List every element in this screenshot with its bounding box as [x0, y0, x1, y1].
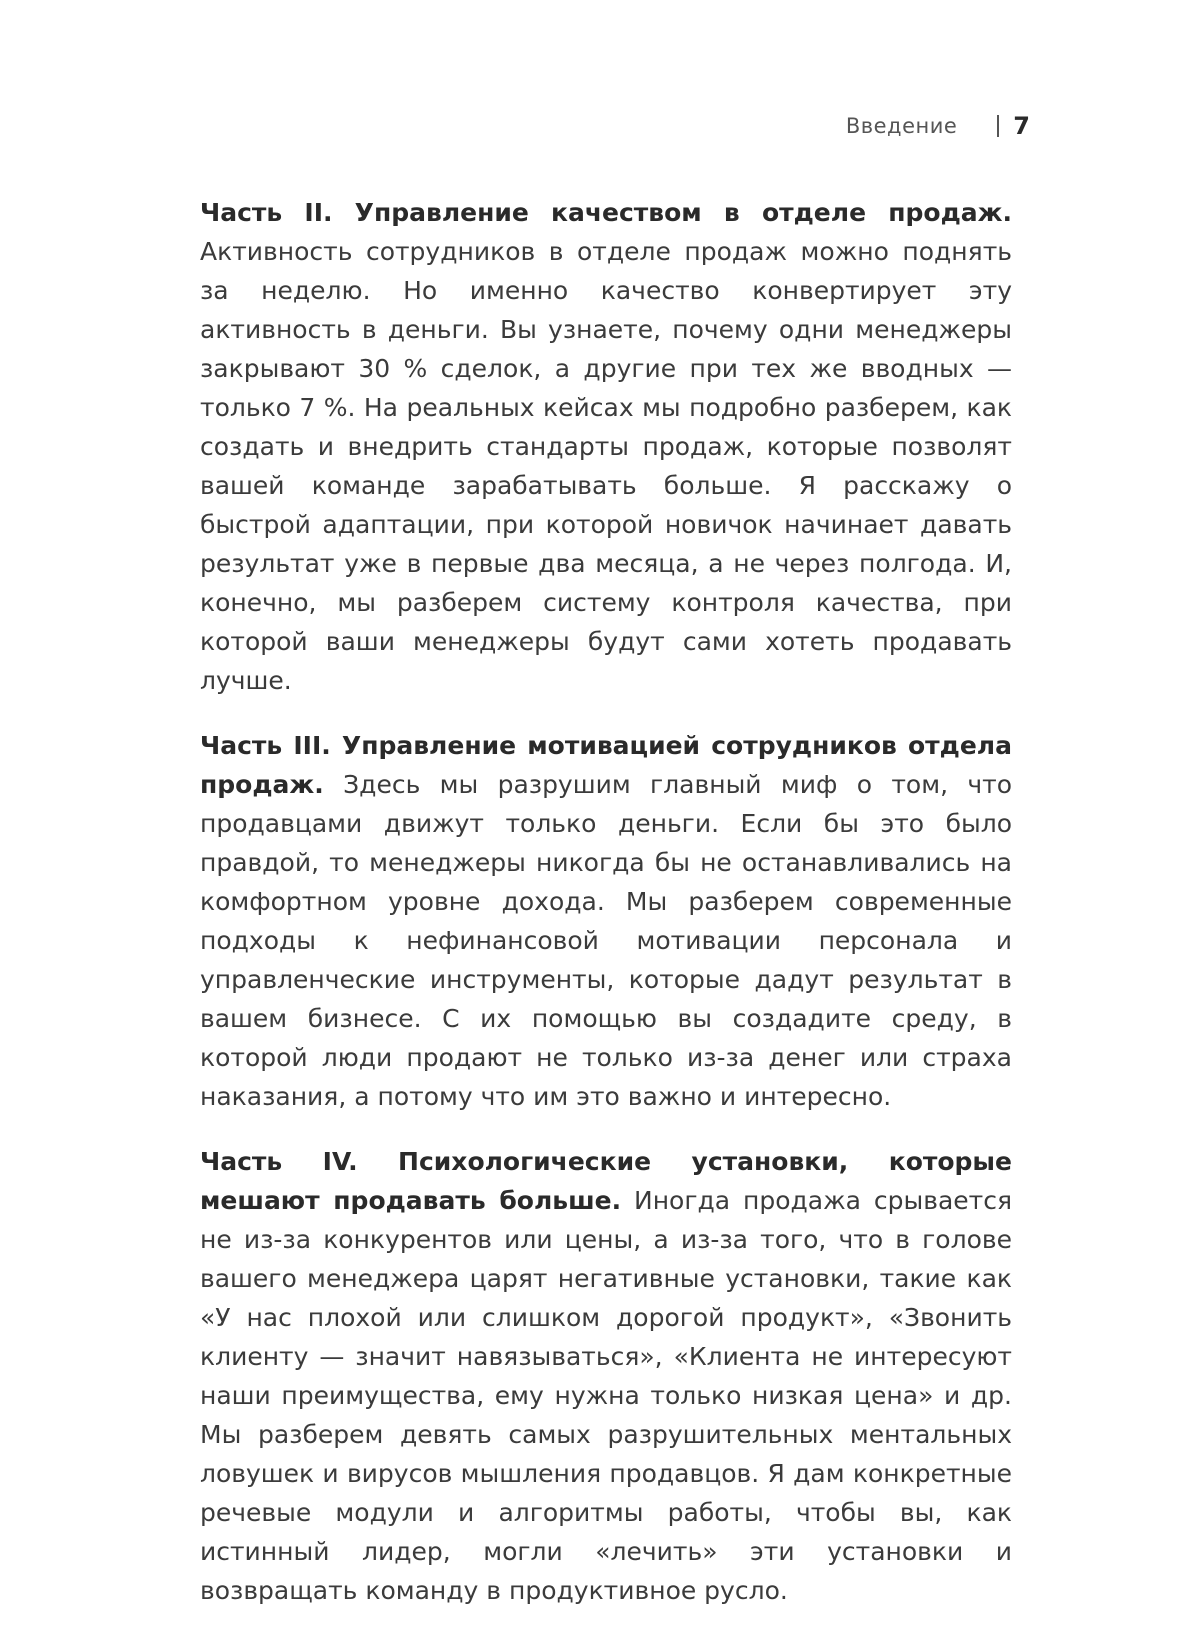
paragraph-heading: Часть III. Управление мотивацией сотрудников отдела продаж.: [200, 731, 1012, 799]
paragraph-body: Иногда продажа срывается не из-за конкурентов или цены, а из-за того, что в голове вашего менеджера царят негативные установки, такие как «У нас плохой или слишком дорогой продукт», «Звонить клиенту — значит навязываться», «Клиента не интересуют наши преимущества, ему нужна только низкая цена» и др. Мы разберем девять самых разрушительных ментальных ловушек и вирусов мышления продавцов. Я дам конкретные речевые модули и алгоритмы работы, чтобы вы, как истинный лидер, могли «лечить» эти установки и возвращать команду в продуктивное русло.: [200, 1186, 1012, 1605]
paragraph-part-2: [200, 193, 1012, 700]
running-header: [846, 112, 1030, 140]
paragraph-heading: Часть II. Управление качеством в отделе продаж.: [200, 198, 1012, 227]
body-text: [200, 193, 1012, 1636]
header-divider: [997, 115, 999, 137]
paragraph-body: Активность сотрудников в отделе продаж можно поднять за неделю. Но именно качество конвертирует эту активность в деньги. Вы узнаете, почему одни менеджеры закрывают 30 % сделок, а другие при тех же вводных — только 7 %. На реальных кейсах мы подробно разберем, как создать и внедрить стандарты продаж, которые позволят вашей команде зарабатывать больше. Я расскажу о быстрой адаптации, при которой новичок начинает давать результат уже в первые два месяца, а не через полгода. И, конечно, мы разберем систему контроля качества, при которой ваши менеджеры будут сами хотеть продавать лучше.: [200, 237, 1012, 695]
section-title: Введение: [845, 114, 958, 138]
paragraph-body: Здесь мы разрушим главный миф о том, что продавцами движут только деньги. Если бы это было правдой, то менеджеры никогда бы не останавливались на комфортном уровне дохода. Мы разберем современные подходы к нефинансовой мотивации персонала и управленческие инструменты, которые дадут результат в вашем бизнесе. С их помощью вы создадите среду, в которой люди продают не только из-за денег или страха наказания, а потому что им это важно и интересно.: [200, 770, 1012, 1111]
page-number: 7: [1013, 112, 1030, 140]
paragraph-part-4: [200, 1142, 1012, 1610]
paragraph-part-3: [200, 726, 1012, 1116]
paragraph-heading: Часть IV. Психологические установки, которые мешают продавать больше.: [200, 1147, 1012, 1215]
